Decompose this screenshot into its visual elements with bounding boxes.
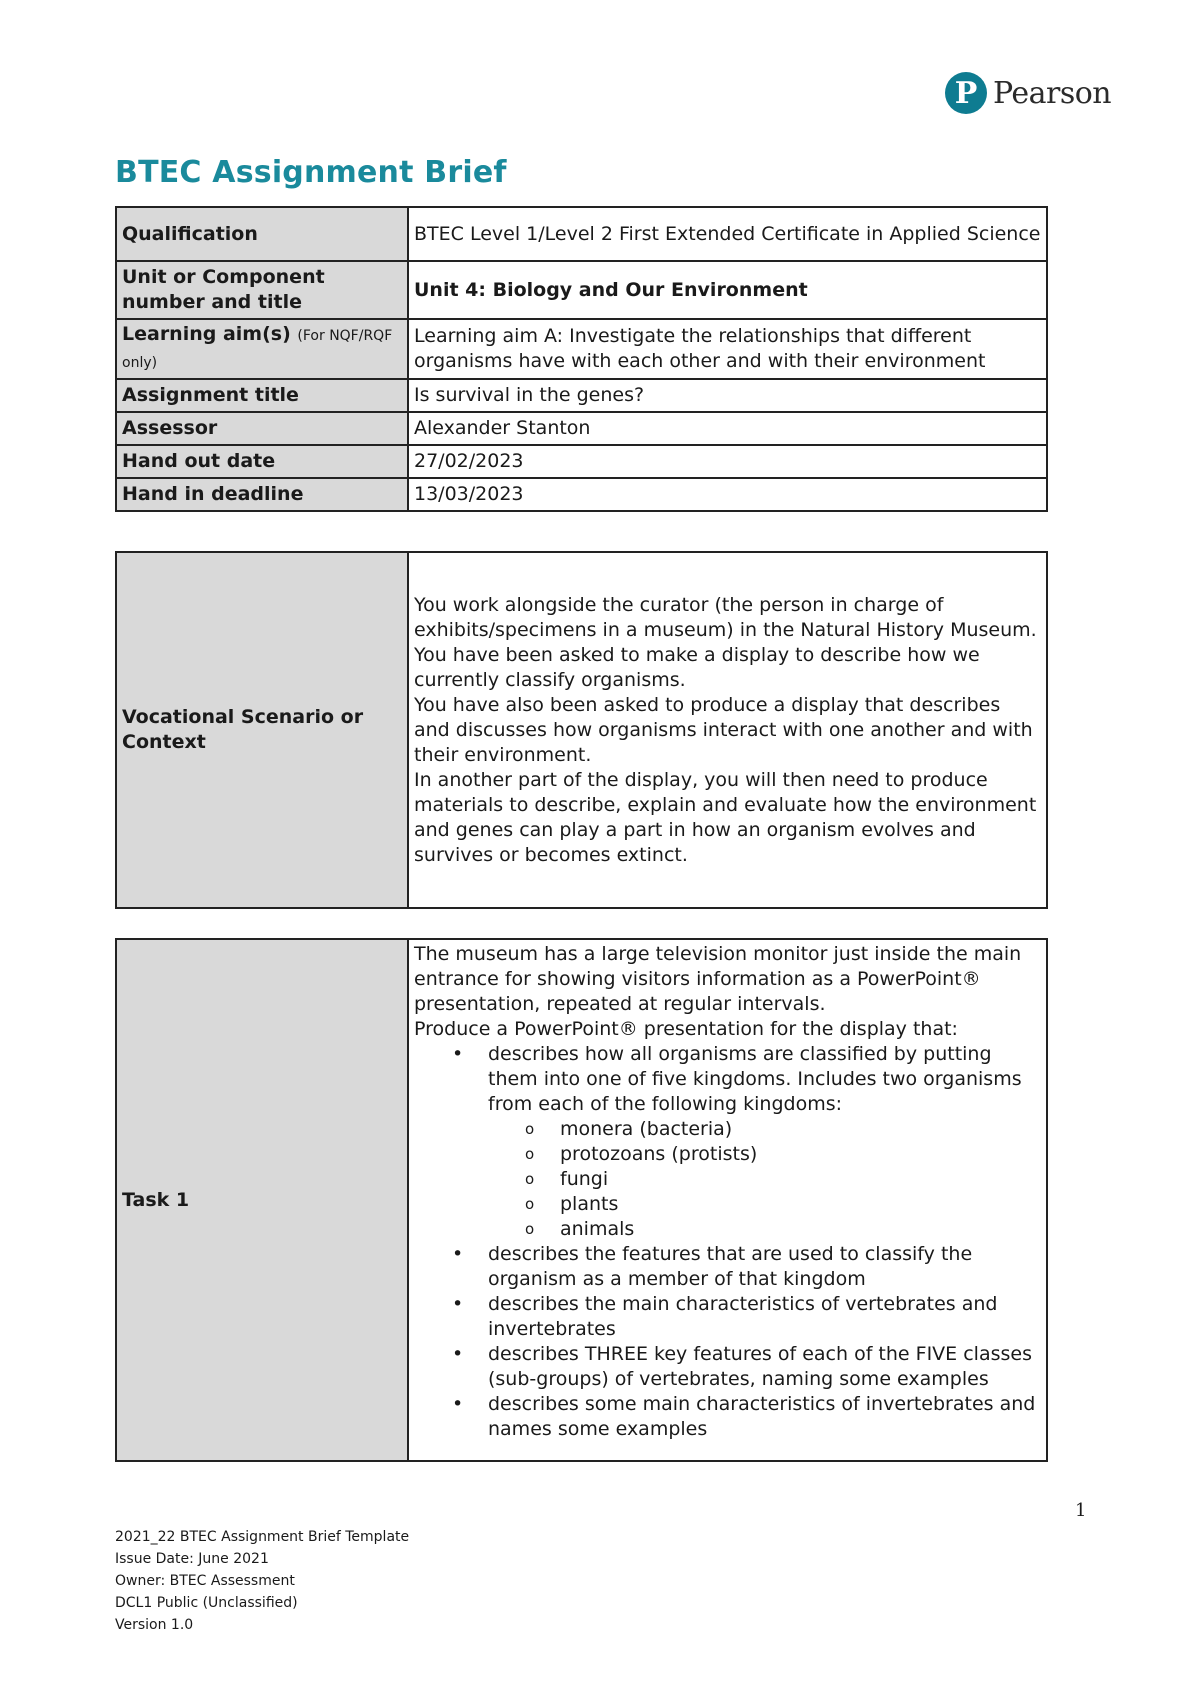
- pearson-logo-text: Pearson: [993, 75, 1112, 111]
- table-row: [116, 939, 1047, 1461]
- footer-classification: DCL1 Public (Unclassified): [115, 1595, 298, 1611]
- footer: [115, 1526, 409, 1636]
- unit-label: Unit or Component number and title: [116, 261, 408, 319]
- task1-table: [115, 938, 1048, 1462]
- learning-aim-label-text: Learning aim(s): [122, 323, 291, 345]
- kingdom-item: o protozoans (protists): [560, 1142, 1041, 1167]
- qualification-value: BTEC Level 1/Level 2 First Extended Certificate in Applied Science: [408, 207, 1047, 261]
- table-row: [116, 552, 1047, 908]
- kingdom-item: o fungi: [560, 1167, 1041, 1192]
- task1-produce: Produce a PowerPoint® presentation for the display that:: [414, 1018, 958, 1040]
- table-row: [116, 207, 1047, 261]
- list-item: • describes the features that are used to classify the organism as a member of that kingdom: [488, 1242, 1041, 1292]
- hand-out-date-value: 27/02/2023: [408, 445, 1047, 478]
- table-row: [116, 478, 1047, 511]
- kingdom-item: o animals: [560, 1217, 1041, 1242]
- footer-issue-date: Issue Date: June 2021: [115, 1551, 269, 1567]
- scenario-label: Vocational Scenario or Context: [116, 552, 408, 908]
- list-item: [488, 1042, 1041, 1242]
- assignment-title-label: Assignment title: [116, 379, 408, 412]
- learning-aim-label: [116, 319, 408, 379]
- kingdom-item: o monera (bacteria): [560, 1117, 1041, 1142]
- assignment-info-table: [115, 206, 1048, 512]
- list-item: • describes some main characteristics of invertebrates and names some examples: [488, 1392, 1041, 1442]
- hand-in-deadline-value: 13/03/2023: [408, 478, 1047, 511]
- kingdom-list: [488, 1117, 1041, 1242]
- scenario-content: [408, 552, 1047, 908]
- hand-in-deadline-label: Hand in deadline: [116, 478, 408, 511]
- table-row: [116, 319, 1047, 379]
- assessor-label: Assessor: [116, 412, 408, 445]
- table-row: [116, 379, 1047, 412]
- list-item: • describes the main characteristics of vertebrates and invertebrates: [488, 1292, 1041, 1342]
- list-item: • describes THREE key features of each of the FIVE classes (sub-groups) of vertebrates, naming some examples: [488, 1342, 1041, 1392]
- scenario-paragraph: You have been asked to make a display to describe how we currently classify organisms.: [414, 643, 980, 691]
- kingdom-item: o plants: [560, 1192, 1041, 1217]
- table-row: [116, 261, 1047, 319]
- pearson-logo-icon: P: [945, 72, 987, 114]
- table-row: [116, 445, 1047, 478]
- learning-aim-note: (For NQF/RQF only): [122, 328, 393, 371]
- pearson-logo: [945, 72, 1111, 114]
- task1-bullet-list: [414, 1042, 1041, 1442]
- page-number: 1: [1075, 1500, 1087, 1521]
- footer-version: Version 1.0: [115, 1617, 194, 1633]
- learning-aim-value: Learning aim A: Investigate the relationships that different organisms have with each other and with their environment: [408, 319, 1047, 379]
- footer-owner: Owner: BTEC Assessment: [115, 1573, 295, 1589]
- scenario-table: [115, 551, 1048, 909]
- assessor-value: Alexander Stanton: [408, 412, 1047, 445]
- task1-intro: The museum has a large television monitor just inside the main entrance for showing visitors information as a PowerPoint® presentation, repeated at regular intervals.: [414, 943, 1022, 1015]
- table-row: [116, 412, 1047, 445]
- footer-template-name: 2021_22 BTEC Assignment Brief Template: [115, 1529, 410, 1545]
- scenario-paragraph: In another part of the display, you will then need to produce materials to describe, explain and evaluate how the environment and genes can play a part in how an organism evolves and survives or becomes extinct.: [414, 768, 1037, 866]
- qualification-label: Qualification: [116, 207, 408, 261]
- scenario-paragraph: You have also been asked to produce a display that describes and discusses how organisms interact with one another and with their environment.: [414, 693, 1033, 766]
- task1-label: Task 1: [116, 939, 408, 1461]
- scenario-paragraph: You work alongside the curator (the person in charge of exhibits/specimens in a museum) in the Natural History Museum.: [414, 593, 1037, 641]
- page-title: BTEC Assignment Brief: [115, 155, 507, 190]
- task1-content: [408, 939, 1047, 1461]
- task1-bullet-text: describes how all organisms are classified by putting them into one of five kingdoms. Includes two organisms from each of the following kingdoms:: [488, 1043, 1022, 1115]
- assignment-title-value: Is survival in the genes?: [408, 379, 1047, 412]
- unit-value: Unit 4: Biology and Our Environment: [408, 261, 1047, 319]
- hand-out-date-label: Hand out date: [116, 445, 408, 478]
